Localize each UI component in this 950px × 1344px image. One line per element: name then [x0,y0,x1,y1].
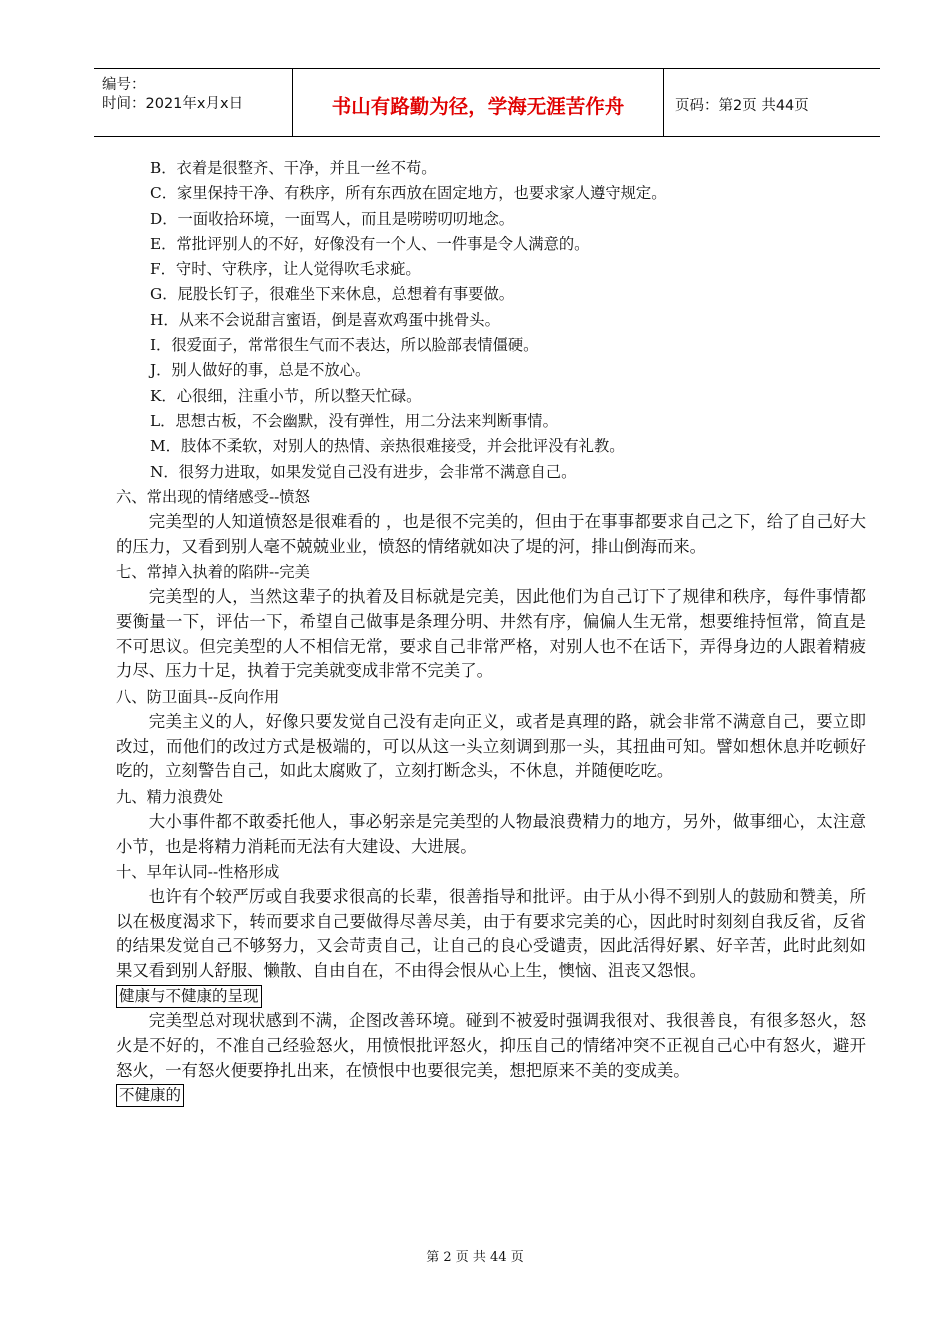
section-paragraph-energy-waste: 大小事件都不敢委托他人，事必躬亲是完美型的人物最浪费精力的地方，另外，做事细心，太注意小节，也是将精力消耗而无法有大建设、大进展。 [116,811,866,856]
page-footer: 第 2 页 共 44 页 [426,1250,524,1265]
option-item: G．屁股长钉子，很难坐下来休息，总想着有事要做。 [150,285,515,304]
option-item: E．常批评别人的不好，好像没有一个人、一件事是令人满意的。 [150,234,590,253]
document-time-label: 时间：2021年x月x日 [102,96,244,112]
section-paragraph-perfection-trap: 完美型的人，当然这辈子的执着及目标就是完美，因此他们为自己订下了规律和秩序，每件事情都要衡量一下，评估一下，希望自己做事是条理分明、井然有序，偏偏人生无常，想要维持恒常，简直是不可思议。但完美型的人不相信无常，要求自己非常严格，对别人也不在话下，弄得身边的人跟着精疲力尽、压力十足，执着于完美就变成非常不完美了。 [116,587,866,681]
option-item: J．别人做好的事，总是不放心。 [150,361,371,380]
document-body [116,156,866,1109]
option-item: H．从来不会说甜言蜜语，倒是喜欢鸡蛋中挑骨头。 [150,310,500,329]
option-item: L．思想古板，不会幽默，没有弹性，用二分法来判断事情。 [150,411,558,430]
option-item: F．守时、守秩序，让人觉得吹毛求疵。 [150,260,421,279]
section-paragraph-defense-mask: 完美主义的人，好像只要发觉自己没有走向正义，或者是真理的路，就会非常不满意自己，要立即改过，而他们的改过方式是极端的，可以从这一头立刻调到那一头，其扭曲可知。譬如想休息并吃顿好吃的，立刻警告自己，如此太腐败了，立刻打断念头，不休息，并随便吃吃。 [116,711,866,781]
section-paragraph-anger: 完美型的人知道愤怒是很难看的 ，也是很不完美的，但由于在事事都要求自己之下，给了自己好大的压力，又看到别人毫不兢兢业业，愤怒的情绪就如决了堤的河，排山倒海而来。 [116,512,866,556]
option-item: B．衣着是很整齐、干净，并且一丝不苟。 [150,159,437,177]
option-item: K．心很细，注重小节，所以整天忙碌。 [150,386,422,405]
page-header [94,68,880,137]
unhealthy-heading: 不健康的 [116,1084,184,1107]
document-code-label: 编号： [102,77,146,93]
header-motto-cell [292,69,664,136]
section-heading-energy-waste: 九、精力浪费处 [116,787,224,806]
header-motto: 书山有路勤为径，学海无涯苦作舟 [331,95,625,118]
header-page-info: 页码：第2页 共44页 [675,98,809,114]
section-heading-perfection-trap: 七、常掉入执着的陷阱--完美 [116,563,310,582]
option-item: I．很爱面子，常常很生气而不表达，所以脸部表情僵硬。 [150,336,539,355]
header-meta [94,69,292,136]
option-item: D．一面收拾环境，一面骂人，而且是唠唠叨叨地念。 [150,209,515,228]
section-heading-early-identification: 十、早年认同--性格形成 [116,862,280,881]
section-paragraph-early-identification: 也许有个较严厉或自我要求很高的长辈，很善指导和批评。由于从小得不到别人的鼓励和赞美，所以在极度渴求下，转而要求自己要做得尽善尽美，由于有要求完美的心，因此时时刻刻自我反省，反省的结果发觉自己不够努力，又会苛责自己，让自己的良心受谴责，因此活得好累、好辛苦，此时此刻如果又看到别人舒服、懒散、自由自在，不由得会恨从心上生，懊恼、沮丧又怨恨。 [116,887,866,981]
health-paragraph: 完美型总对现状感到不满，企图改善环境。碰到不被爱时强调我很对、我很善良，有很多怒火，怒火是不好的，不准自己经验怒火，用愤恨批评怒火，抑压自己的情绪冲突不正视自己心中有怒火，避开怒火，一有怒火便要挣扎出来，在愤恨中也要很完美，想把原来不美的变成美。 [116,1011,866,1080]
option-item: N．很努力进取，如果发觉自己没有进步，会非常不满意自己。 [150,462,577,481]
health-heading-row [116,984,866,1009]
option-item: M．肢体不柔软，对别人的热情、亲热很难接受，并会批评没有礼教。 [150,437,625,456]
health-heading: 健康与不健康的呈现 [116,985,262,1008]
section-heading-anger: 六、常出现的情绪感受--愤怒 [116,487,310,506]
option-item: C．家里保持干净、有秩序，所有东西放在固定地方，也要求家人遵守规定。 [150,184,667,203]
unhealthy-heading-row [116,1083,866,1108]
section-heading-defense-mask: 八、防卫面具--反向作用 [116,687,280,706]
header-page-cell [663,69,880,136]
